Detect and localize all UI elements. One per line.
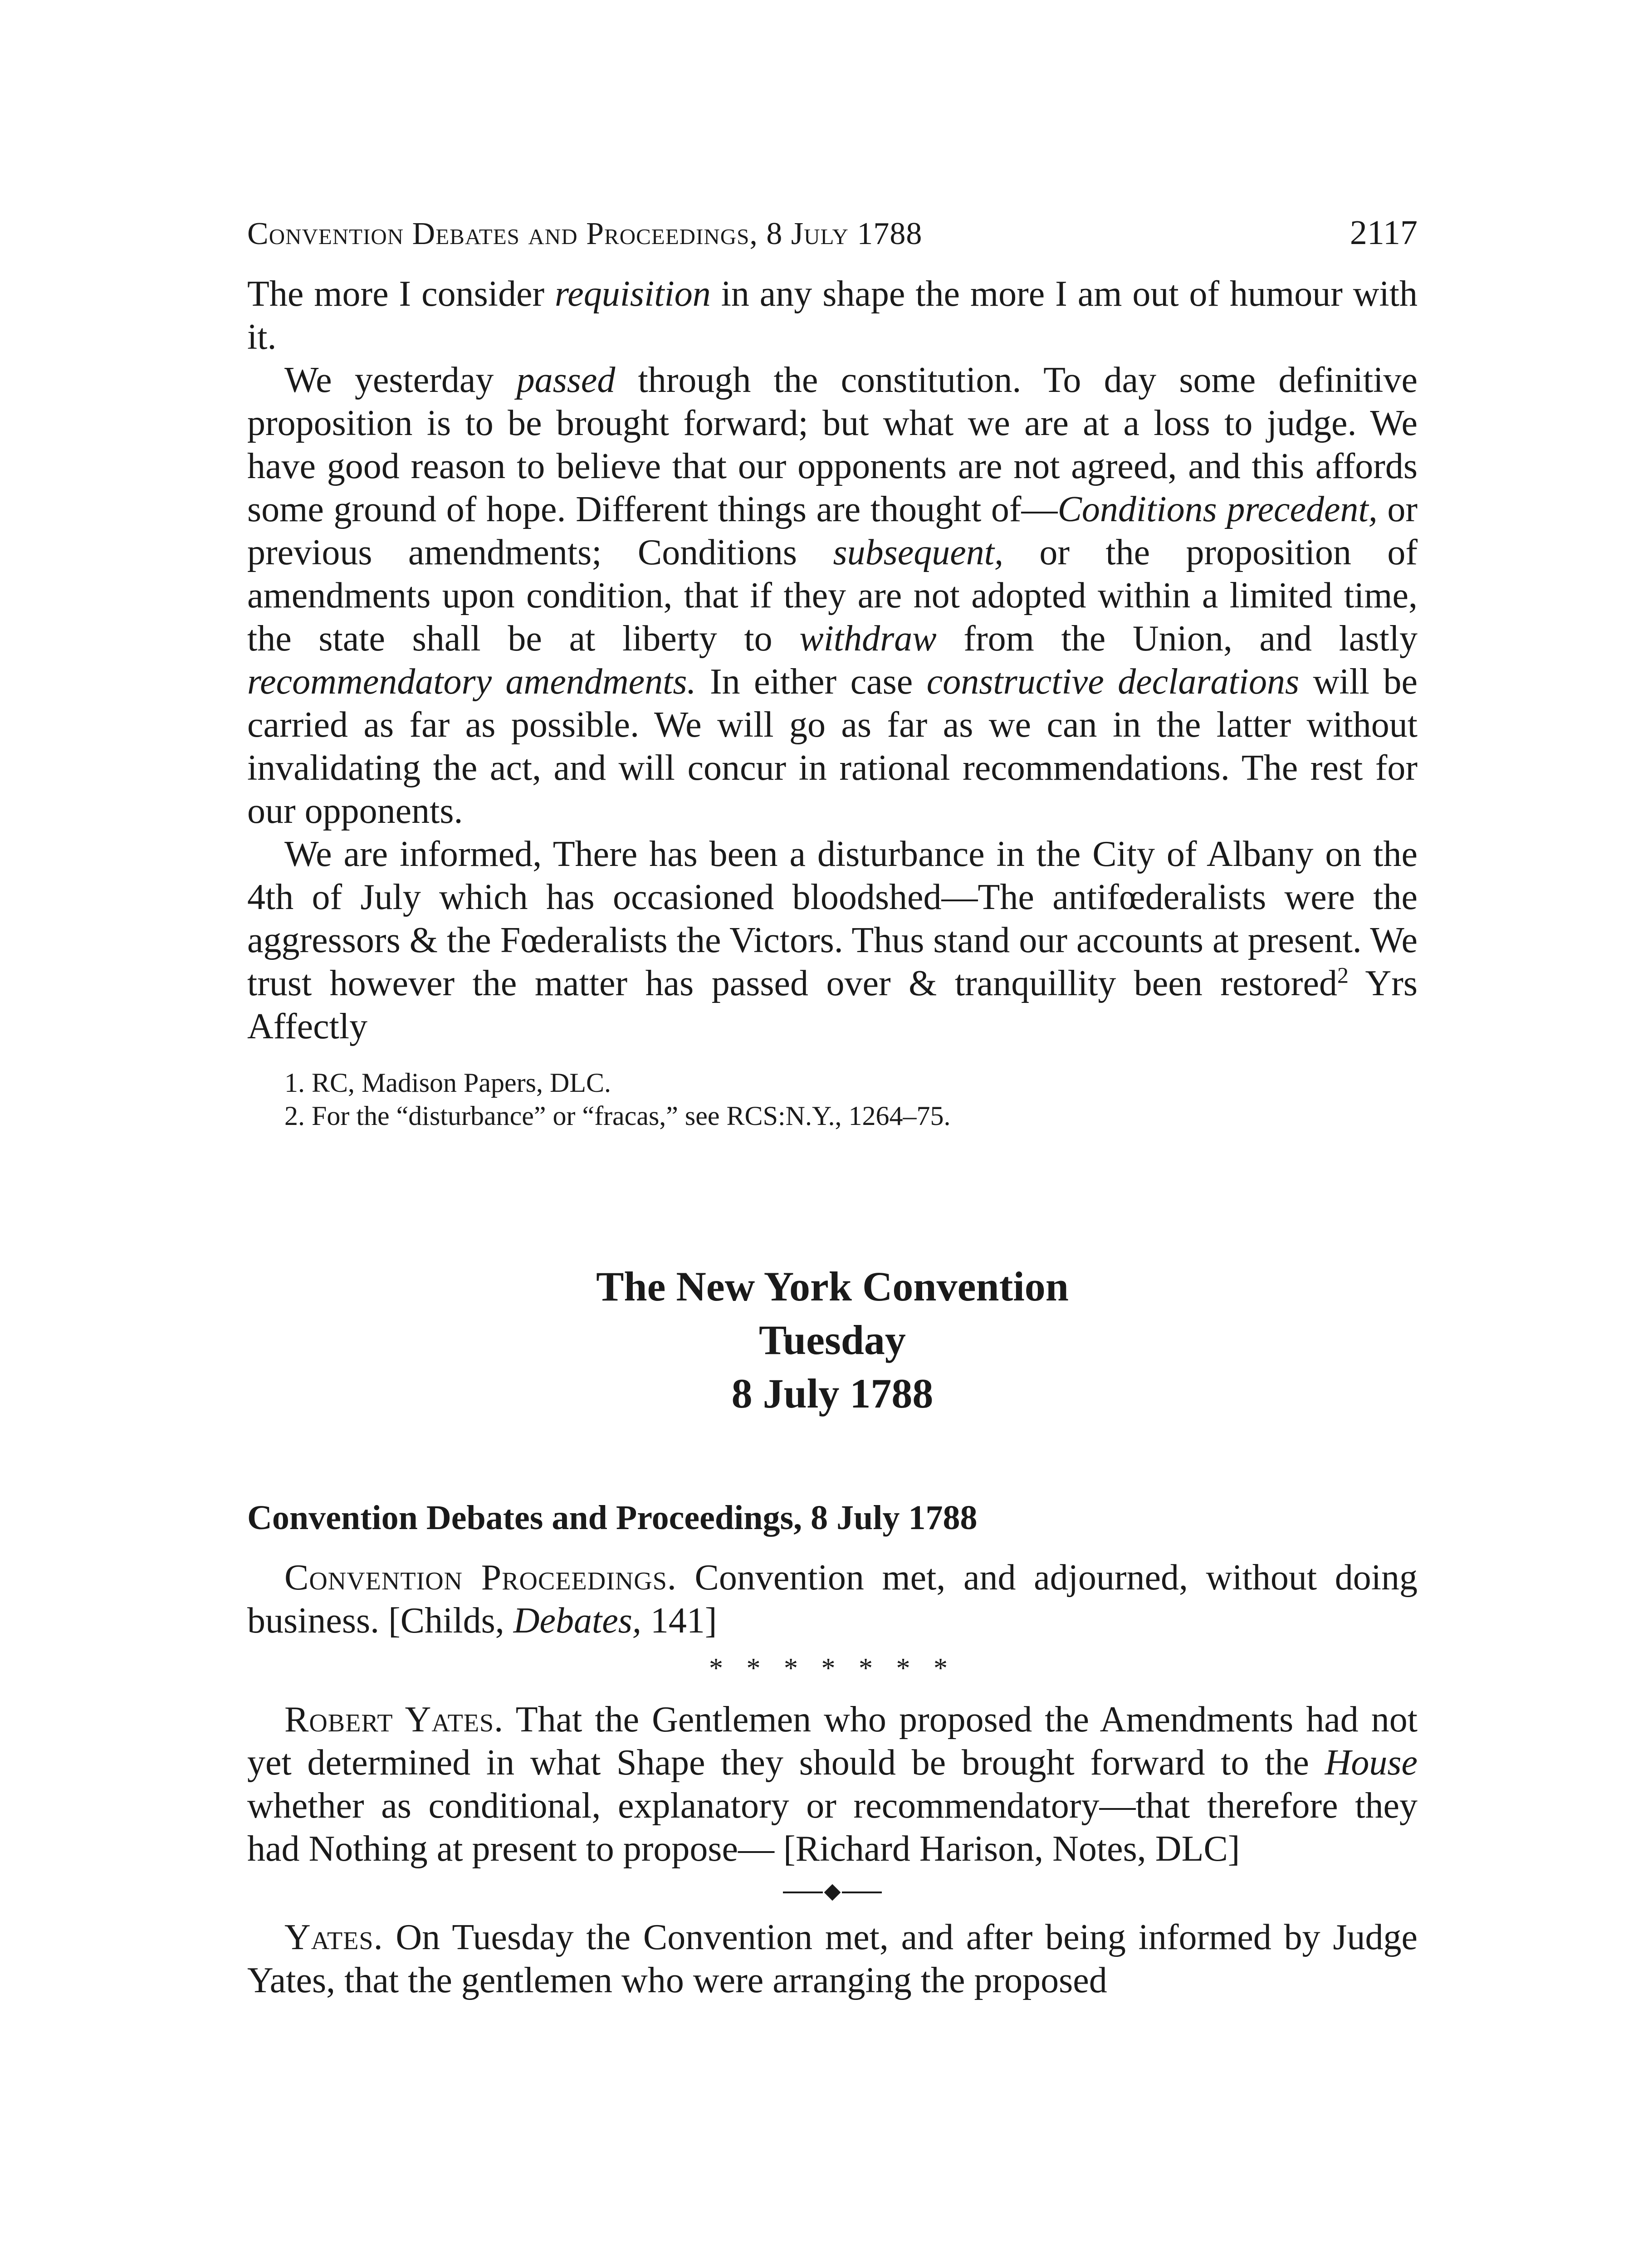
proceedings-paragraph xyxy=(247,1916,1418,2002)
text-run: Yrs Affectly xyxy=(247,963,1418,1046)
document-page xyxy=(247,213,1418,2002)
text-run: 141] xyxy=(641,1601,717,1641)
proceedings-paragraph xyxy=(247,1556,1418,1642)
text-run: We are informed, There has been a disturbance in the City of Albany on the 4th of July which has occasioned bloodshed—The antifœderalists were the aggressors & the Fœderalists the Victors. Thus stand our accounts at present. We trust however the matter has passed over & tranquillity been restored xyxy=(247,834,1418,1003)
text-run: The more I consider xyxy=(247,274,555,314)
text-run: through the constitution. To day some definitive proposition is to be brought forward; but what we are at a loss to judge. We have good reason to believe that our opponents are not agreed, and this affords some ground of hope. Different things are thought of— xyxy=(247,360,1418,529)
subheading: Convention Debates and Proceedings, 8 July 1788 xyxy=(247,1499,978,1537)
text-run: That the Gentlemen who proposed the Amendments had not yet determined in what Shape they should be brought forward to the xyxy=(247,1700,1418,1783)
italic-run: withdraw xyxy=(799,619,937,659)
letter-paragraph xyxy=(247,359,1418,833)
italic-run: passed xyxy=(516,360,616,400)
section-heading-line: The New York Convention xyxy=(596,1263,1069,1310)
italic-run: Debates, xyxy=(513,1601,641,1641)
italic-run: requisition xyxy=(555,274,711,314)
footnote-marker: 2 xyxy=(1337,962,1349,988)
text-run: from the Union, and lastly xyxy=(936,619,1418,659)
asterisk-separator: * * * * * * * xyxy=(709,1653,956,1684)
text-run: Convention met, and adjourned, without doing business. [Childs, xyxy=(247,1558,1418,1641)
running-head xyxy=(247,213,1418,253)
footnote: 1. RC, Madison Papers, DLC. xyxy=(284,1068,611,1098)
text-run: We yesterday xyxy=(284,360,517,400)
footnote: 2. For the “disturbance” or “fracas,” see RCS:N.Y., 1264–75. xyxy=(284,1101,951,1131)
text-run: whether as conditional, explanatory or recommendatory—that therefore they had Nothing at present to propose— [Richard Harison, Notes, DLC] xyxy=(247,1786,1418,1869)
italic-run: House xyxy=(1325,1743,1418,1783)
italic-run: subsequent, xyxy=(833,533,1003,572)
proceedings-paragraph xyxy=(247,1698,1418,1871)
text-run: or the proposition of amendments upon condition, that if they are not adopted within a limited time, the state shall be at liberty to xyxy=(247,533,1418,659)
ornament-diamond xyxy=(824,1884,841,1901)
italic-run: recommendatory amendments. xyxy=(247,662,696,702)
diamond-ornament-icon xyxy=(247,1879,1418,1906)
page-number: 2117 xyxy=(1349,214,1418,252)
italic-run: constructive declarations xyxy=(926,662,1300,702)
section-heading-line: Tuesday xyxy=(759,1317,906,1363)
ornament-rule xyxy=(842,1892,882,1893)
footnotes xyxy=(247,1066,1418,1133)
speaker-name: Convention Proceedings. xyxy=(284,1558,677,1598)
text-run: or previous amendments; Conditions xyxy=(247,489,1418,572)
ornament-rule xyxy=(783,1892,823,1893)
letter-text xyxy=(247,273,1418,1048)
text-run: will be carried as far as possible. We will go as far as we can in the latter without invalidating the act, and will concur in rational recommendations. The rest for our opponents. xyxy=(247,662,1418,831)
section-heading xyxy=(247,1260,1418,1420)
letter-paragraph xyxy=(247,273,1418,359)
text-run: In either case xyxy=(696,662,927,702)
text-run: On Tuesday the Convention met, and after being informed by Judge Yates, that the gentlemen who were arranging the proposed xyxy=(247,1917,1418,2000)
speaker-name: Robert Yates. xyxy=(284,1700,504,1740)
proceedings-text xyxy=(247,1556,1418,2002)
speaker-name: Yates. xyxy=(284,1917,383,1957)
italic-run: Conditions precedent, xyxy=(1057,489,1378,529)
section-heading-line: 8 July 1788 xyxy=(731,1370,934,1417)
running-head-title: Convention Debates and Proceedings, 8 July 1788 xyxy=(247,216,923,251)
letter-paragraph xyxy=(247,833,1418,1048)
text-run: in any shape the more I am out of humour with it. xyxy=(247,274,1418,357)
